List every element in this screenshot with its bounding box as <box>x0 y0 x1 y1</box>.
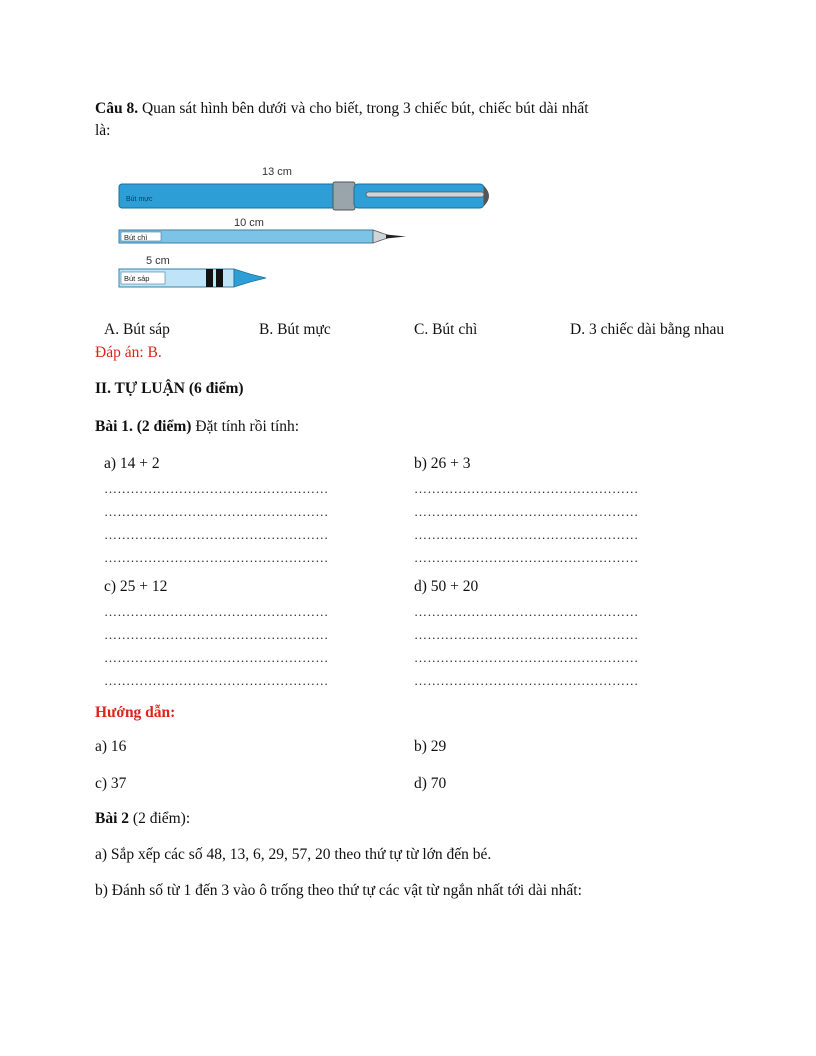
answer-dots-d-1[interactable]: …………………………………………… <box>414 605 639 619</box>
bai-1-b: b) 26 + 3 <box>414 455 471 472</box>
crayon-tip <box>234 269 266 287</box>
pen-clip <box>366 192 484 197</box>
pencil-length-label: 10 cm <box>234 217 264 229</box>
crayon-band-1 <box>206 269 213 287</box>
guide-b: b) 29 <box>414 738 447 755</box>
bai-2-b: b) Đánh số từ 1 đến 3 vào ô trống theo thứ tự các vật từ ngắn nhất tới dài nhất: <box>95 882 582 899</box>
section-2-title-text: II. TỰ LUẬN (6 điểm) <box>95 380 244 397</box>
question-8-line-1 <box>95 100 589 118</box>
option-d: D. 3 chiếc dài bằng nhau <box>570 321 725 338</box>
option-a: A. Bút sáp <box>104 321 170 338</box>
answer-dots-a-2[interactable]: …………………………………………… <box>104 505 329 519</box>
bai-2-a: a) Sắp xếp các số 48, 13, 6, 29, 57, 20 theo thứ tự từ lớn đến bé. <box>95 846 492 863</box>
answer-dots-d-2[interactable]: …………………………………………… <box>414 628 639 642</box>
option-b: B. Bút mực <box>259 321 331 338</box>
answer-dots-b-2[interactable]: …………………………………………… <box>414 505 639 519</box>
bai-2-label: Bài 2 <box>95 810 130 827</box>
answer-dots-a-1[interactable]: …………………………………………… <box>104 482 329 496</box>
question-8-line-2: là: <box>95 122 111 139</box>
pen-end <box>484 186 489 206</box>
answer-dots-c-4[interactable]: …………………………………………… <box>104 674 329 688</box>
guide-a: a) 16 <box>95 738 127 755</box>
bai-1-heading <box>95 418 299 436</box>
pencil-lead <box>386 235 406 239</box>
guide-title-text: Hướng dẫn: <box>95 704 176 721</box>
answer-dots-a-3[interactable]: …………………………………………… <box>104 528 329 542</box>
crayon-length-label: 5 cm <box>146 255 170 267</box>
question-8-text: Quan sát hình bên dưới và cho biết, trong 3 chiếc bút, chiếc bút dài nhất <box>138 100 589 117</box>
section-2-title <box>95 380 244 398</box>
answer-dots-c-1[interactable]: …………………………………………… <box>104 605 329 619</box>
bai-2-points: (2 điểm): <box>129 810 191 827</box>
bai-1-c: c) 25 + 12 <box>104 578 168 595</box>
pencil-name-label: Bút chì <box>124 233 148 242</box>
bai-1-a: a) 14 + 2 <box>104 455 160 472</box>
guide-d: d) 70 <box>414 775 447 792</box>
crayon-name-label: Bút sáp <box>124 274 150 283</box>
bai-1-text: Đặt tính rồi tính: <box>191 418 300 435</box>
pens-figure <box>110 160 510 300</box>
option-c: C. Bút chì <box>414 321 478 338</box>
guide-c: c) 37 <box>95 775 127 792</box>
answer-dots-d-4[interactable]: …………………………………………… <box>414 674 639 688</box>
bai-1-d: d) 50 + 20 <box>414 578 479 595</box>
answer-dots-c-2[interactable]: …………………………………………… <box>104 628 329 642</box>
answer-dots-b-3[interactable]: …………………………………………… <box>414 528 639 542</box>
crayon-band-2 <box>216 269 223 287</box>
answer-dots-d-3[interactable]: …………………………………………… <box>414 651 639 665</box>
pen-cap-ring <box>333 182 355 210</box>
pen-name-label: Bút mực <box>126 196 153 203</box>
bai-1-label: Bài 1. (2 điểm) <box>95 418 192 435</box>
answer-dots-a-4[interactable]: …………………………………………… <box>104 551 329 565</box>
answer-dots-b-1[interactable]: …………………………………………… <box>414 482 639 496</box>
question-8-label: Câu 8. <box>95 100 139 117</box>
answer-dots-c-3[interactable]: …………………………………………… <box>104 651 329 665</box>
guide-title <box>95 704 175 722</box>
answer-dots-b-4[interactable]: …………………………………………… <box>414 551 639 565</box>
bai-2-heading <box>95 810 190 828</box>
answer-line: Đáp án: B. <box>95 344 162 361</box>
pen-length-label: 13 cm <box>262 166 292 178</box>
